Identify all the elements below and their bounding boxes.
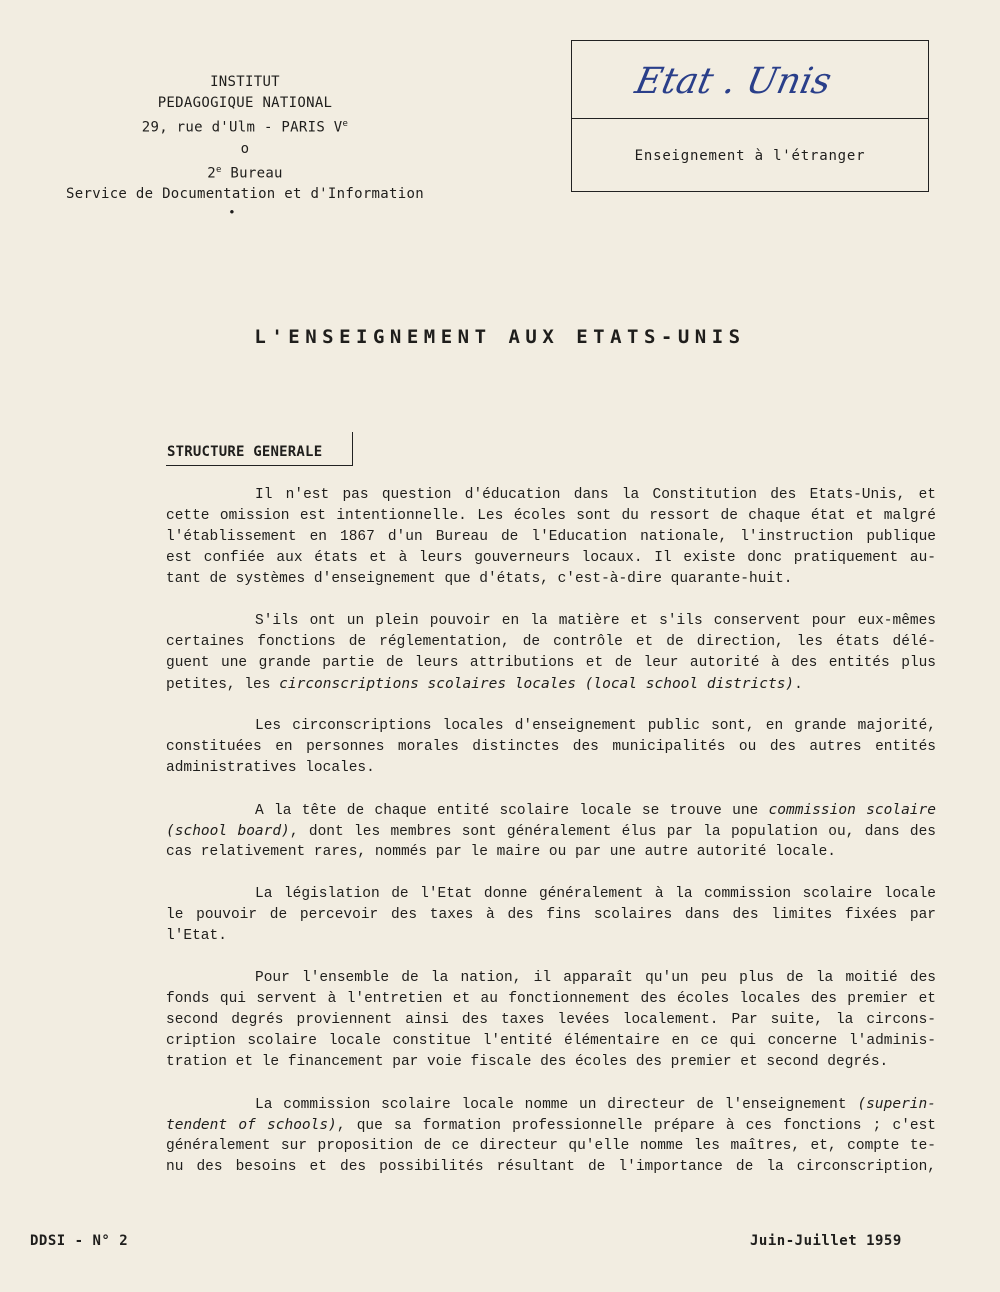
text-line: S'ils ont un plein pouvoir en la matière et s'ils conservent pour eux-mêmes [255,613,936,629]
institute-header [40,72,450,205]
text-line: le pouvoir de percevoir des taxes à des fins scolaires dans des limites fixées par [166,907,936,923]
institute-line-2: PEDAGOGIQUE NATIONAL [157,95,333,111]
text-line: A la tête de chaque entité scolaire locale se trouve une commission scolaire [255,802,936,819]
text-line: est confiée aux états et à leurs gouverneurs locaux. Il existe donc pratiquement au- [166,550,936,566]
paragraph-3 [166,716,936,779]
footer-issue: DDSI - N° 2 [30,1233,129,1249]
text-line: généralement sur proposition de ce directeur qu'elle nomme les maîtres, et, compte te- [166,1138,936,1154]
paragraph-4 [166,800,936,863]
text-line: tendent of schools), que sa formation professionnelle prépare à ces fonctions ; c'est [166,1117,936,1134]
text-line: guent une grande partie de leurs attributions et de leur autorité à des entités plus [166,655,936,671]
document-title: L'ENSEIGNEMENT AUX ETATS-UNIS [254,326,746,348]
text-line: tration et le financement par voie fiscale des écoles des premier et second degrés. [166,1054,889,1070]
italic-term-english: (local school districts) [584,676,795,692]
text-line: petites, les circonscriptions scolaires locales (local school districts). [166,676,803,693]
section-heading: STRUCTURE GENERALE [167,444,323,460]
body-text [166,485,936,1199]
text-line: La commission scolaire locale nomme un directeur de l'enseignement (superin- [255,1096,936,1113]
paragraph-1 [166,485,936,590]
paragraph-7 [166,1094,936,1178]
text-line: nu des besoins et des possibilités résultant de l'importance de la circonscription, [166,1159,936,1175]
paragraph-2 [166,611,936,695]
paragraph-5 [166,884,936,947]
text-line: cette omission est intentionnelle. Les écoles sont du ressort de chaque état et malgré [166,508,936,524]
text-line: certaines fonctions de réglementation, de contrôle et de direction, les états délé- [166,634,936,650]
text-line: tant de systèmes d'enseignement que d'états, c'est-à-dire quarante-huit. [166,571,793,587]
text-line: (school board), dont les membres sont généralement élus par la population ou, dans des [166,823,936,840]
institute-address: 29, rue d'Ulm - PARIS Ve [141,119,349,136]
text-line: Il n'est pas question d'éducation dans la Constitution des Etats-Unis, et [255,487,936,503]
address-superscript: e [342,119,349,129]
text-line: administratives locales. [166,760,375,776]
text-line: Pour l'ensemble de la nation, il apparaît qu'un peu plus de la moitié des [255,970,936,986]
text-line: La législation de l'Etat donne généralement à la commission scolaire locale [255,886,936,902]
italic-term: circonscriptions scolaires locales [279,676,576,692]
institute-service: Service de Documentation et d'Information [66,186,424,203]
bureau-superscript: e [215,164,222,175]
classification-box-top [572,41,928,119]
handwritten-annotation: Etat . Unis [631,61,835,102]
footer-date: Juin-Juillet 1959 [750,1233,902,1249]
italic-term-english: (school board) [166,823,290,839]
header-bullet: • [228,205,236,220]
paragraph-6 [166,968,936,1073]
italic-term: commission scolaire [768,802,936,818]
text-line: cription scolaire locale constitue l'entité élémentaire en ce qui concerne l'adminis- [166,1033,936,1049]
text-line: constituées en personnes morales distinctes des municipalités ou des autres entités [166,739,936,755]
italic-term-english: tendent of schools) [166,1117,337,1133]
institute-line-1: INSTITUT [210,74,280,90]
text-line: cas relativement rares, nommés par le maire ou par une autre autorité locale. [166,844,837,860]
text-line: second degrés proviennent ainsi des taxes levées localement. Par suite, la circons- [166,1012,936,1028]
text-line: fonds qui servent à l'entretien et au fonctionnement des écoles locales des premier et [166,991,936,1007]
institute-separator: o [240,140,250,157]
text-line: l'Etat. [166,928,227,944]
institute-bureau: 2e Bureau [207,164,283,182]
italic-term-english: (superin- [857,1096,936,1112]
classification-box [571,40,929,192]
text-line: Les circonscriptions locales d'enseignement public sont, en grande majorité, [255,718,936,734]
classification-label: Enseignement à l'étranger [634,148,866,164]
section-heading-box [166,432,353,466]
text-line: l'établissement en 1867 d'un Bureau de l'Education nationale, l'instruction publique [166,529,936,545]
